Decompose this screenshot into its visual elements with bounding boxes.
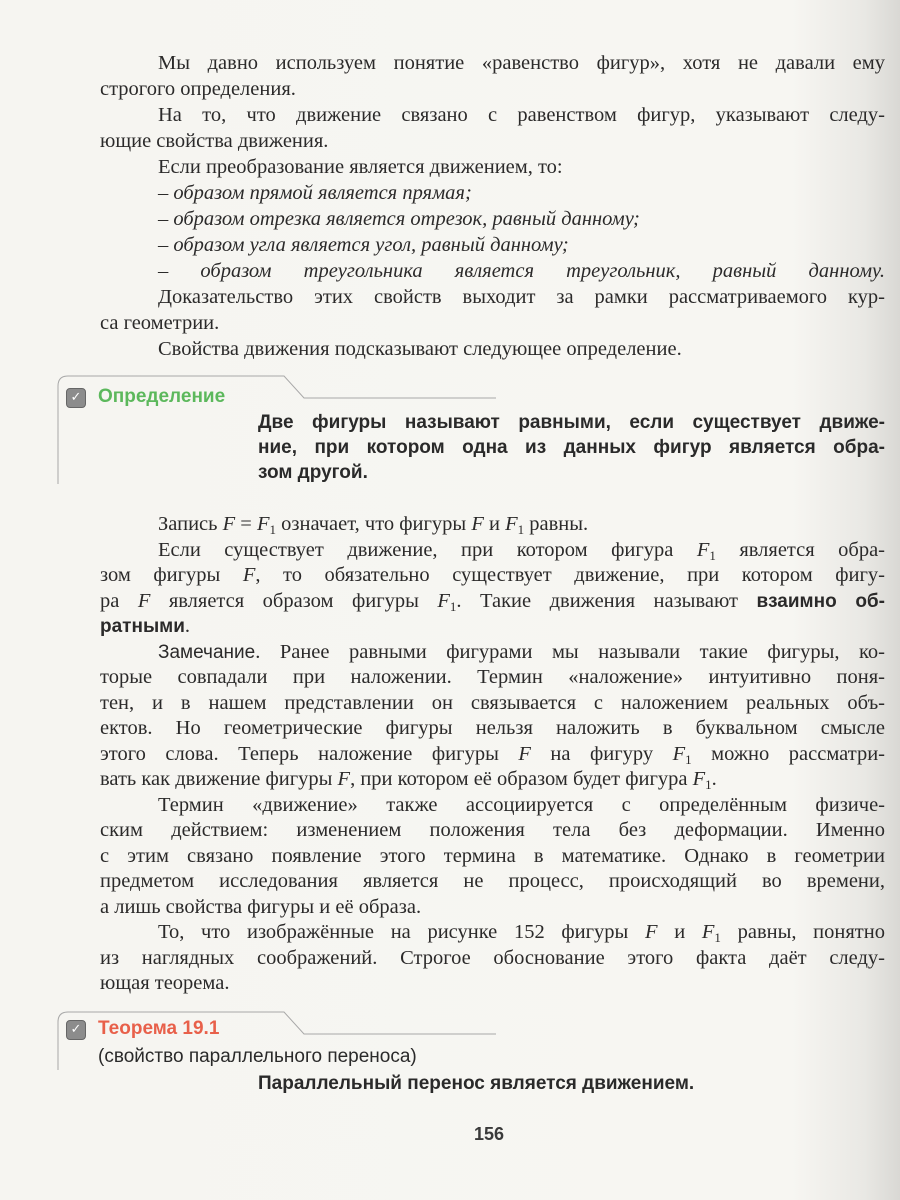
text-line: [100, 512, 885, 538]
text-line: [100, 971, 885, 997]
paragraph-block-1: [100, 50, 885, 362]
variable: F: [222, 513, 236, 535]
text-segment: На то, что движение связано с равенством фигур, указывают следу-: [158, 104, 885, 126]
bold-term: взаимно об-: [756, 590, 885, 612]
checkbox-icon: ✓: [66, 388, 86, 408]
bold-term: ратными: [100, 616, 185, 637]
text-segment: – образом прямой является прямая;: [158, 182, 472, 204]
theorem-title: Теорема 19.1: [98, 1018, 220, 1039]
text-line: [100, 869, 885, 895]
text-line: [100, 336, 885, 362]
subscript: 1: [709, 547, 716, 563]
text-segment: из наглядных соображений. Строгое обоснование этого факта даёт следу-: [100, 946, 885, 969]
variable: F: [645, 921, 658, 943]
text-segment: с этим связано появление этого термина в математике. Однако в геометрии: [100, 844, 885, 867]
text-line: [100, 180, 885, 206]
text-segment: . Такие движения называют: [456, 589, 757, 612]
text-line: [100, 665, 885, 691]
text-segment: можно рассматри-: [691, 742, 885, 765]
subscript: 1: [714, 930, 721, 945]
text-line: [100, 691, 885, 717]
text-line: [100, 818, 885, 844]
text-line: [100, 206, 885, 232]
text-line: [100, 102, 885, 128]
text-line: [100, 767, 885, 793]
paragraph-block-2: [100, 512, 885, 997]
text-line: [100, 154, 885, 180]
definition-line: Две фигуры называют равными, если существует движе-: [258, 412, 885, 433]
text-segment: Если существует движение, при котором фигура: [158, 538, 697, 561]
variable: F: [337, 768, 351, 790]
theorem-subtitle: (свойство параллельного переноса): [98, 1046, 417, 1067]
text-line: [100, 793, 885, 819]
variable: F: [437, 589, 450, 612]
text-segment: ра: [100, 589, 138, 612]
text-line: [100, 258, 885, 284]
text-segment: на фигуру: [530, 742, 673, 765]
variable: F: [672, 742, 686, 765]
variable: F: [242, 564, 256, 586]
text-line: [100, 310, 885, 336]
text-segment: .: [711, 768, 717, 790]
text-segment: , то обязательно существует движение, при котором фигу-: [255, 564, 885, 586]
text-line: [100, 920, 885, 946]
variable: F: [505, 513, 518, 535]
text-line: [100, 614, 885, 640]
text-line: [100, 844, 885, 870]
text-segment: равны.: [524, 513, 589, 535]
text-line: [100, 895, 885, 921]
text-segment: предметом исследования является не процесс, происходящий во времени,: [100, 870, 885, 892]
text-segment: этого слова. Теперь наложение фигуры: [100, 742, 519, 765]
variable: F: [696, 538, 710, 561]
text-line: [100, 538, 885, 564]
subscript: 1: [685, 751, 692, 767]
text-segment: тен, и в нашем представлении он связывается с наложением реальных объ-: [100, 691, 885, 714]
text-segment: Свойства движения подсказывают следующее определение.: [158, 338, 682, 360]
text-segment: является образом фигуры: [150, 589, 438, 612]
definition-line: ние, при котором одна из данных фигур является обра-: [258, 437, 885, 458]
text-segment: То, что изображённые на рисунке 152 фигуры: [158, 921, 646, 943]
text-segment: вать как движение фигуры: [100, 768, 338, 790]
page-number: 156: [474, 1124, 505, 1144]
text-line: [100, 232, 885, 258]
text-segment: Термин «движение» также ассоциируется с определённым физиче-: [158, 793, 885, 816]
text-segment: означает, что фигуры: [276, 513, 472, 535]
text-segment: и: [483, 513, 506, 535]
text-segment: Запись: [158, 513, 223, 535]
text-segment: а лишь свойства фигуры и её образа.: [100, 895, 422, 918]
text-segment: Мы давно используем понятие «равенство фигур», хотя не давали ему: [158, 52, 885, 74]
variable: F: [518, 742, 531, 765]
variable: F: [701, 921, 715, 943]
text-segment: ектов. Но геометрические фигуры нельзя наложить в буквальном смысле: [100, 717, 885, 739]
text-segment: зом фигуры: [100, 564, 243, 586]
variable: F: [692, 768, 706, 790]
variable: F: [256, 513, 270, 535]
text-segment: .: [184, 615, 191, 637]
text-line: [100, 50, 885, 76]
variable: F: [471, 513, 484, 535]
text-segment: строгого определения.: [100, 78, 296, 100]
text-segment: . Ранее равными фигурами мы называли такие фигуры, ко-: [255, 640, 885, 663]
definition-title: Определение: [98, 386, 226, 407]
text-segment: ющие свойства движения.: [100, 130, 329, 152]
text-line: [100, 640, 885, 666]
text-line: [100, 742, 885, 768]
text-segment: Замечание: [158, 641, 256, 663]
text-segment: равны, понятно: [720, 921, 885, 943]
subscript: 1: [705, 777, 712, 792]
text-line: [100, 946, 885, 972]
text-line: [100, 563, 885, 589]
text-segment: Доказательство этих свойств выходит за рамки рассматриваемого кур-: [158, 286, 885, 308]
text-segment: – образом треугольника является треугольник, равный данному.: [158, 260, 885, 282]
text-segment: , при котором её образом будет фигура: [350, 768, 693, 790]
definition-line: зом другой.: [258, 462, 368, 483]
subscript: 1: [449, 598, 457, 614]
definition-text: [258, 410, 885, 485]
text-segment: ющая теорема.: [100, 972, 230, 994]
text-segment: са геометрии.: [100, 312, 220, 334]
variable: F: [137, 589, 151, 612]
text-segment: Если преобразование является движением, то:: [158, 156, 563, 178]
text-line: [100, 716, 885, 742]
theorem-statement: Параллельный перенос является движением.: [258, 1073, 695, 1094]
text-segment: ским действием: изменением положения тела без деформации. Именно: [100, 819, 885, 841]
text-line: [100, 589, 885, 615]
text-line: [100, 76, 885, 102]
text-segment: =: [235, 513, 257, 535]
text-segment: – образом отрезка является отрезок, равный данному;: [158, 208, 640, 230]
text-line: [100, 128, 885, 154]
text-line: [100, 284, 885, 310]
subscript: 1: [517, 522, 525, 537]
subscript: 1: [269, 522, 276, 537]
text-segment: торые совпадали при наложении. Термин «наложение» интуитивно поня-: [100, 666, 885, 688]
text-segment: – образом угла является угол, равный данному;: [158, 234, 569, 256]
checkbox-icon: ✓: [66, 1020, 86, 1040]
text-segment: и: [657, 921, 702, 943]
text-segment: является обра-: [715, 538, 885, 561]
